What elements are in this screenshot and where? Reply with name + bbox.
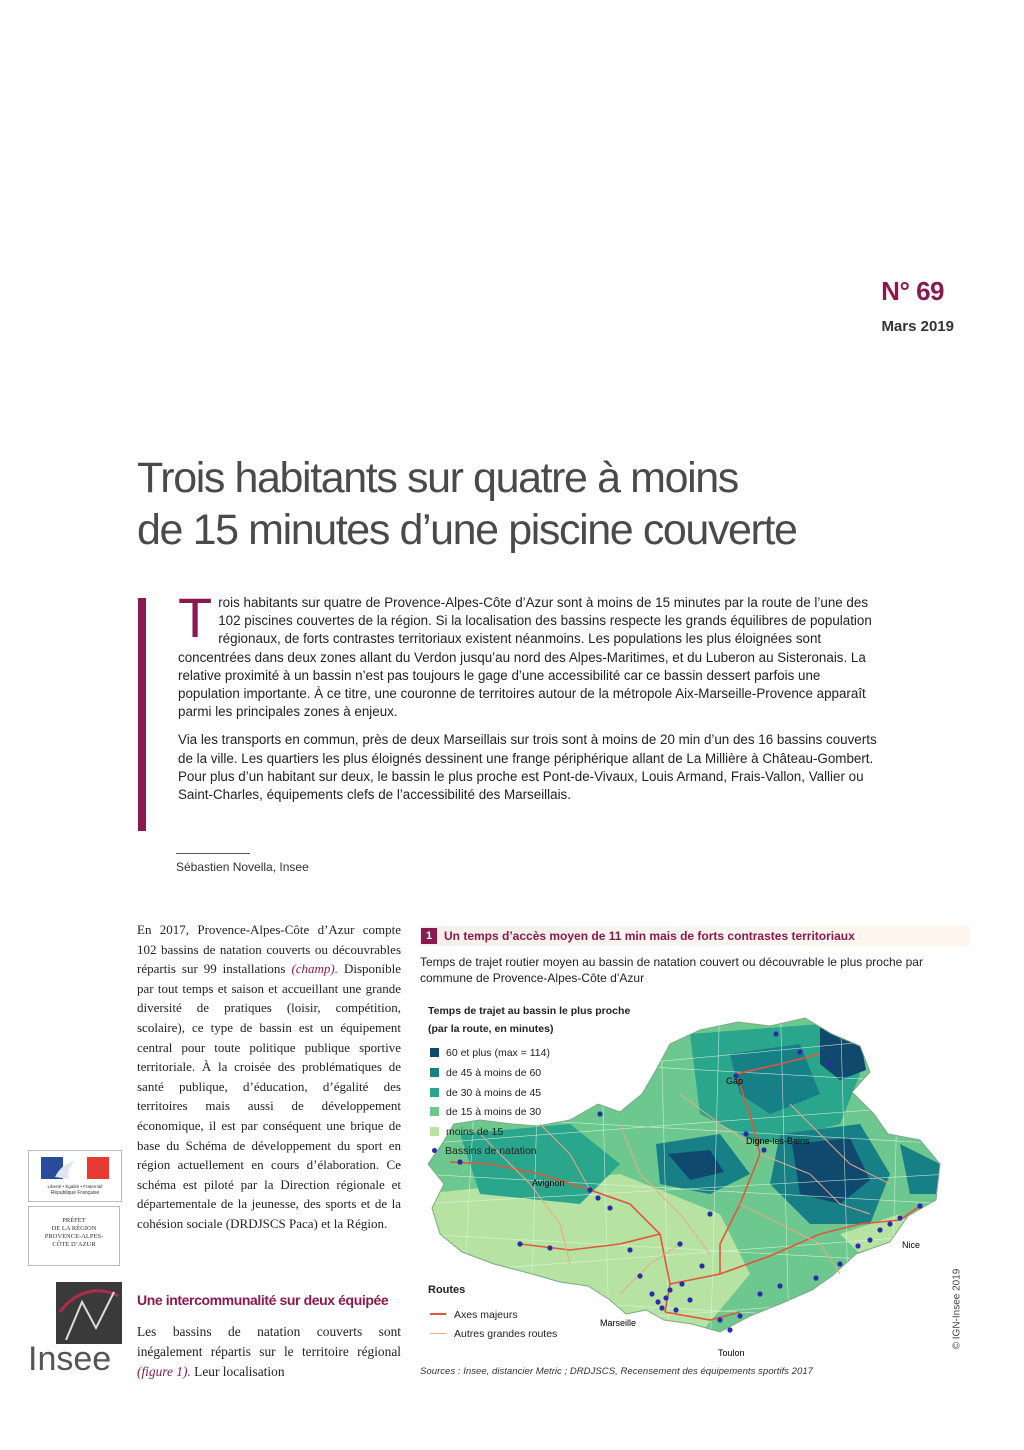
legend-item	[430, 1066, 541, 1080]
insee-wordmark: Insee	[28, 1340, 112, 1378]
section-heading: Une intercommunalité sur deux équipée	[137, 1292, 389, 1308]
body-text-1a: En 2017, Provence-Alpes-Côte d’Azur compte 102 bassins de natation couverts ou découvrables répartis sur 99 installations	[137, 922, 401, 977]
legend-label: Bassins de natation	[445, 1145, 537, 1157]
city-label-avignon: Avignon	[532, 1178, 565, 1188]
legend-label: de 30 à moins de 45	[446, 1087, 542, 1099]
figure-title: Un temps d’accès moyen de 11 min mais de forts contrastes territoriaux	[444, 929, 855, 943]
prefet-line-2: DE LA RÉGION	[51, 1225, 97, 1232]
body-paragraph-1	[137, 920, 401, 1234]
legend-swatch	[430, 1107, 439, 1116]
legend-title-line-2: (par la route, en minutes)	[428, 1023, 554, 1035]
legend-item	[430, 1144, 537, 1158]
legend-label: de 45 à moins de 60	[446, 1067, 542, 1079]
title-line-2: de 15 minutes d’une piscine couverte	[137, 506, 797, 554]
champ-link[interactable]: (champ).	[291, 961, 339, 977]
title-line-1: Trois habitants sur quatre à moins	[137, 454, 738, 502]
legend-label: 60 et plus (max = 114)	[446, 1047, 550, 1059]
city-label-nice: Nice	[902, 1240, 921, 1250]
legend-swatch	[430, 1068, 439, 1077]
insee-logo-mark	[56, 1282, 122, 1344]
major-road-line-icon	[430, 1313, 446, 1315]
prefet-line-1: PRÉFET	[62, 1217, 86, 1224]
pool-dot-icon	[432, 1148, 437, 1153]
marianne-flag-icon	[41, 1157, 109, 1179]
route-legend-item	[430, 1328, 557, 1340]
prefet-line-3: PROVENCE-ALPES-	[44, 1233, 104, 1240]
issue-number: N° 69	[881, 276, 944, 306]
figure-1-link[interactable]: (figure 1).	[137, 1363, 191, 1379]
intro-accent-bar	[138, 598, 146, 831]
dropcap-letter: T	[178, 586, 213, 649]
copyright-text: © IGN-Insee 2019	[951, 1268, 963, 1350]
other-road-line-icon	[430, 1333, 446, 1334]
legend-item	[430, 1046, 550, 1060]
figure-subtitle: Temps de trajet routier moyen au bassin de natation couvert ou découvrable le plus proche par commune de Provence-Alpes-Côte d’Azur	[420, 955, 923, 985]
prefet-logo	[28, 1206, 120, 1266]
city-label-marseille: Marseille	[600, 1318, 637, 1328]
legend-swatch	[430, 1048, 439, 1057]
intro-text-1: rois habitants sur quatre de Provence-Alpes-Côte d’Azur sont à moins de 15 minutes par la route de l’une des 102 piscines couvertes de la région. Si la localisation des bassins respecte les grands équilibres de population régionaux, de forts contrastes territoriaux existent néanmoins. Les populations les plus éloignées sont concentrées dans deux zones allant du Verdon jusqu’au nord des Alpes-Maritimes, et du Luberon au Sisteronais. La relative proximité à un bassin n’est pas toujours le gage d’une accessibilité car ce bassin dessert parfois une population importante. À ce titre, une couronne de territoires autour de la métropole Aix-Marseille-Provence apparaît parmi les principales zones à enjeux.	[178, 595, 872, 720]
route-legend-item	[430, 1309, 518, 1321]
intro-paragraph-2: Via les transports en commun, près de deux Marseillais sur trois sont à moins de 20 min d’un des 16 bassins couverts de la ville. Les quartiers les plus éloignés dessinent une frange périphérique allant de La Millière à Château-Gombert. Pour plus d’un habitant sur deux, le bassin le plus proche est Pont-de-Vivaux, Louis Armand, Frais-Vallon, Vallier ou Saint-Charles, équipements clefs de l’accessibilité des Marseillais.	[178, 732, 877, 803]
legend-label: moins de 15	[446, 1126, 504, 1138]
legend-item	[430, 1125, 503, 1139]
body-column	[137, 920, 401, 1234]
author-byline: Sébastien Novella, Insee	[176, 860, 309, 874]
insee-swoosh-icon	[56, 1282, 122, 1344]
routes-legend-title: Routes	[428, 1284, 466, 1296]
legend-title	[428, 1002, 688, 1038]
figure-number-badge: 1	[421, 928, 437, 944]
legend-swatch	[430, 1088, 439, 1097]
issue-date: Mars 2019	[881, 318, 954, 335]
copyright-note	[950, 1254, 964, 1364]
author-divider	[176, 853, 250, 854]
republique-logo	[28, 1150, 122, 1202]
city-label-gap: Gap	[726, 1076, 744, 1086]
republique-motto: Liberté • Égalité • Fraternité	[47, 1184, 103, 1189]
body-text-2a: Les bassins de natation couverts sont inégalement répartis sur le territoire régional	[137, 1324, 401, 1359]
route-label: Autres grandes routes	[454, 1328, 558, 1340]
body-text-2b: Leur localisation	[190, 1363, 285, 1379]
legend-label: de 15 à moins de 30	[446, 1106, 542, 1118]
city-label-toulon: Toulon	[718, 1348, 745, 1358]
legend-item	[430, 1086, 541, 1100]
prefet-line-4: CÔTE D’AZUR	[52, 1241, 96, 1248]
body-column-2	[137, 1322, 401, 1381]
body-paragraph-2	[137, 1322, 401, 1381]
legend-swatch	[430, 1127, 439, 1136]
legend-item	[430, 1105, 541, 1119]
intro-summary	[178, 586, 880, 814]
route-label: Axes majeurs	[454, 1309, 518, 1321]
city-label-digne: Digne-les-Bains	[746, 1136, 810, 1146]
figure-sources: Sources : Insee, distancier Metric ; DRDJSCS, Recensement des équipements sportifs 2017	[420, 1366, 813, 1377]
body-text-1b: Disponible par tout temps et saison et accueillant une grande diversité de pratiques (loisir, compétition, scolaire), ce type de bassin est un équipement central pour toute politique publique sportive territoriale. À la croisée des problématiques de santé publique, d’éducation, d’égalité des territoires mais aussi de développement économique, il est par conséquent une brique de base du Schéma de développement du sport en région actuellement en cours d’élaboration. Ce schéma est piloté par la Direction régionale et départementale de la jeunesse, des sports et de la cohésion sociale (DRDJSCS Paca) et la Région.	[137, 961, 401, 1231]
republique-name: République Française	[50, 1190, 100, 1196]
legend-title-line-1: Temps de trajet au bassin le plus proche	[428, 1005, 631, 1017]
page-title	[137, 452, 837, 556]
intro-paragraph-1	[178, 586, 880, 721]
